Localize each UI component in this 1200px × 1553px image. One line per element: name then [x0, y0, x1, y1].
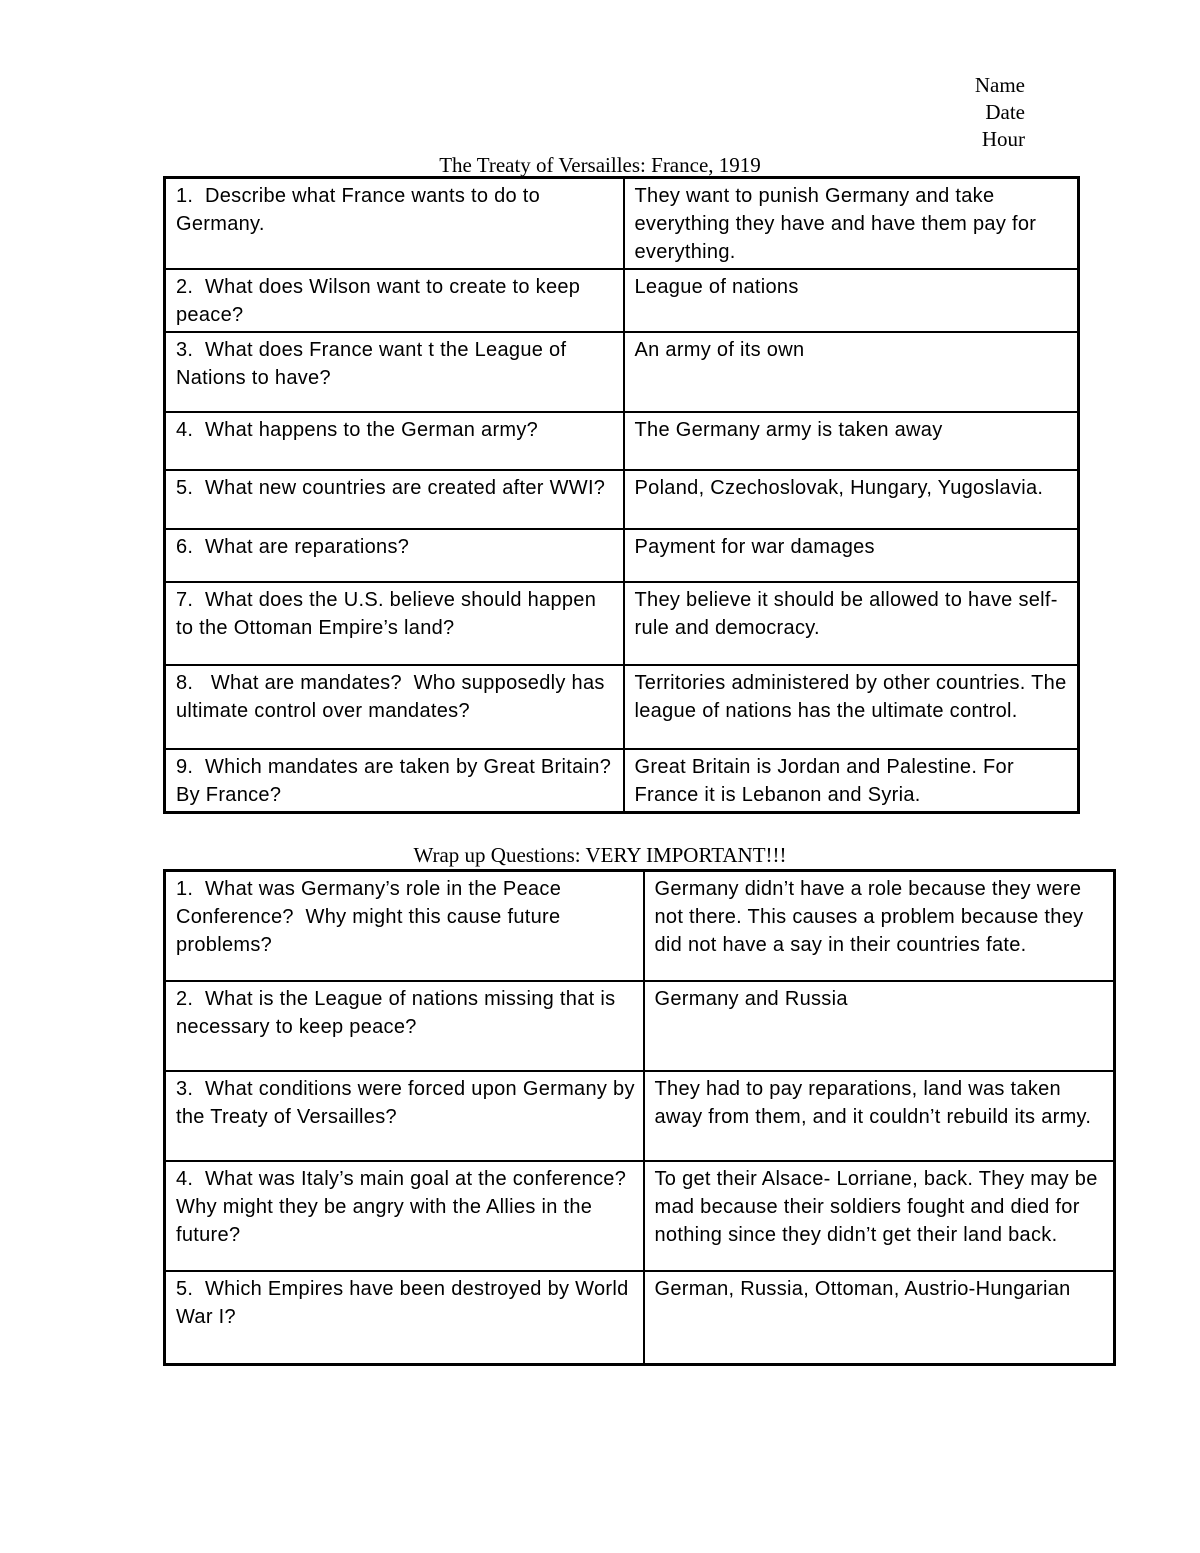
answer-cell: League of nations [624, 269, 1079, 332]
table-row [165, 749, 1079, 813]
question-cell: 9. Which mandates are taken by Great Britain? By France? [165, 749, 624, 813]
table-row [165, 665, 1079, 749]
answer-cell: The Germany army is taken away [624, 412, 1079, 470]
question-cell: 2. What is the League of nations missing that is necessary to keep peace? [165, 981, 644, 1071]
table-row [165, 981, 1115, 1071]
question-cell: 5. What new countries are created after WWI? [165, 470, 624, 529]
answer-cell: They had to pay reparations, land was taken away from them, and it couldn’t rebuild its army. [644, 1071, 1115, 1161]
table-row [165, 269, 1079, 332]
answer-cell: To get their Alsace- Lorriane, back. They may be mad because their soldiers fought and died for nothing since they didn’t get their land back. [644, 1161, 1115, 1271]
question-cell: 3. What conditions were forced upon Germany by the Treaty of Versailles? [165, 1071, 644, 1161]
question-cell: 7. What does the U.S. believe should happen to the Ottoman Empire’s land? [165, 582, 624, 665]
question-cell: 4. What was Italy’s main goal at the conference? Why might they be angry with the Allies in the future? [165, 1161, 644, 1271]
table-row [165, 332, 1079, 412]
table-row [165, 1071, 1115, 1161]
table-row [165, 529, 1079, 582]
answer-cell: Payment for war damages [624, 529, 1079, 582]
wrapup-question-table [163, 869, 1116, 1366]
answer-cell: Poland, Czechoslovak, Hungary, Yugoslavia. [624, 470, 1079, 529]
question-cell: 6. What are reparations? [165, 529, 624, 582]
answer-cell: They believe it should be allowed to have self-rule and democracy. [624, 582, 1079, 665]
answer-cell: German, Russia, Ottoman, Austrio-Hungarian [644, 1271, 1115, 1365]
question-cell: 8. What are mandates? Who supposedly has ultimate control over mandates? [165, 665, 624, 749]
wrapup-section-title: Wrap up Questions: VERY IMPORTANT!!! [413, 843, 787, 867]
treaty-question-table [163, 176, 1080, 814]
answer-cell: Great Britain is Jordan and Palestine. For France it is Lebanon and Syria. [624, 749, 1079, 813]
treaty-table-title: The Treaty of Versailles: France, 1919 [439, 153, 761, 177]
question-cell: 1. What was Germany’s role in the Peace Conference? Why might this cause future problems? [165, 871, 644, 981]
answer-cell: They want to punish Germany and take everything they have and have them pay for everything. [624, 178, 1079, 270]
answer-cell: Territories administered by other countries. The league of nations has the ultimate control. [624, 665, 1079, 749]
table-row [165, 582, 1079, 665]
header-fill-in-block [0, 0, 1025, 153]
table-row [165, 470, 1079, 529]
question-cell: 1. Describe what France wants to do to Germany. [165, 178, 624, 270]
question-cell: 4. What happens to the German army? [165, 412, 624, 470]
question-cell: 3. What does France want t the League of Nations to have? [165, 332, 624, 412]
answer-cell: Germany didn’t have a role because they were not there. This causes a problem because they did not have a say in their countries fate. [644, 871, 1115, 981]
question-cell: 5. Which Empires have been destroyed by World War I? [165, 1271, 644, 1365]
answer-cell: An army of its own [624, 332, 1079, 412]
name-label: Name [974, 73, 1025, 97]
table-row [165, 871, 1115, 981]
answer-cell: Germany and Russia [644, 981, 1115, 1071]
table-row [165, 412, 1079, 470]
question-cell: 2. What does Wilson want to create to keep peace? [165, 269, 624, 332]
table-row [165, 1161, 1115, 1271]
date-label: Date [985, 100, 1025, 124]
hour-label: Hour [981, 127, 1025, 151]
table-row [165, 1271, 1115, 1365]
table-row [165, 178, 1079, 270]
